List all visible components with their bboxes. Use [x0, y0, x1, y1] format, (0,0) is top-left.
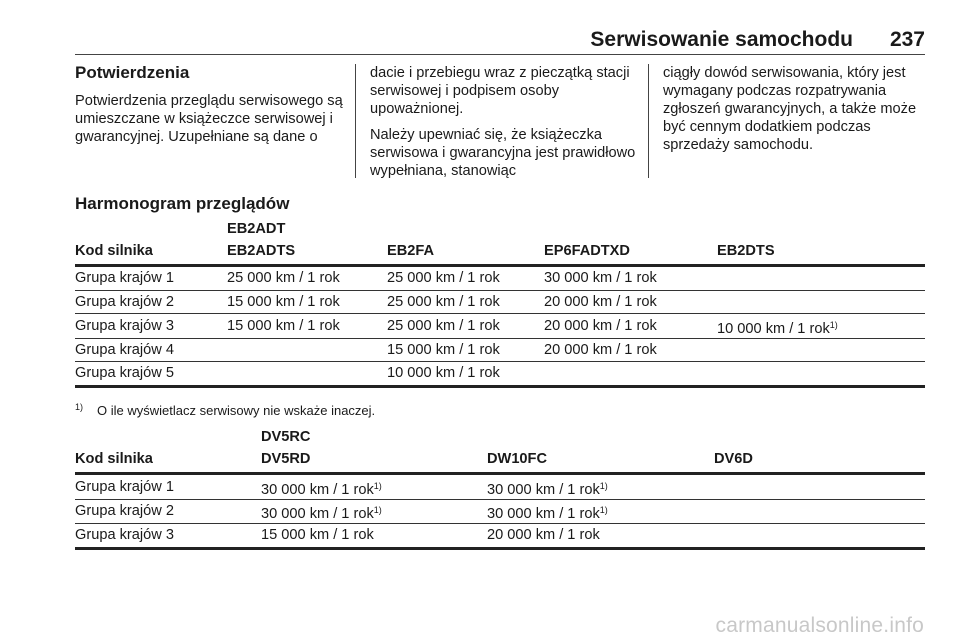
- cell-value: 30 000 km / 1 rok: [487, 481, 600, 498]
- table-cell: [717, 338, 925, 362]
- table-cell: 20 000 km / 1 rok: [544, 290, 717, 314]
- table-cell: 20 000 km / 1 rok: [544, 338, 717, 362]
- table-cell: Grupa krajów 5: [75, 362, 227, 387]
- service-schedule-table-1: [75, 218, 925, 388]
- table-cell: Grupa krajów 4: [75, 338, 227, 362]
- table-cell: Grupa krajów 3: [75, 314, 227, 339]
- cell-value: 30 000 km / 1 rok: [261, 481, 374, 498]
- table-header-row: [75, 426, 925, 474]
- column-divider: [355, 64, 356, 178]
- engine-code: EB2ADT: [227, 221, 286, 237]
- table-row: [75, 362, 925, 387]
- cell-value: 30 000 km / 1 rok: [487, 506, 600, 522]
- cell-value: 10 000 km / 1 rok: [717, 320, 830, 337]
- table-row: [75, 266, 925, 291]
- section-heading: Potwierdzenia: [75, 63, 190, 82]
- table-header-row: [75, 218, 925, 266]
- column-divider: [648, 64, 649, 178]
- footnote: [75, 403, 375, 418]
- table-cell: [227, 338, 387, 362]
- table-row: [75, 314, 925, 339]
- table-cell: Grupa krajów 1: [75, 474, 261, 500]
- paragraph: dacie i przebiegu wraz z pieczątką stacji serwisowej i podpisem osoby upoważnionej.: [370, 65, 630, 117]
- header-engine: EP6FADTXD: [544, 243, 630, 259]
- footnote-marker: 1): [373, 505, 382, 515]
- paragraph: Należy upewniać się, że książeczka serwisowa i gwarancyjna jest prawidłowo wypełniana, stanowiąc: [370, 127, 636, 179]
- table-cell: 20 000 km / 1 rok: [544, 314, 717, 339]
- header-engine-code: Kod silnika: [75, 243, 153, 259]
- footnote-marker: 1): [75, 402, 84, 412]
- page-number: 237: [889, 28, 925, 51]
- header-engine: DV6D: [714, 451, 753, 467]
- table-row: [75, 499, 925, 524]
- watermark: carmanualsonline.info: [715, 614, 924, 637]
- table-row: [75, 524, 925, 549]
- table-cell: 15 000 km / 1 rok: [227, 314, 387, 339]
- table-cell: [261, 474, 487, 500]
- table-cell: [714, 474, 925, 500]
- header-engine-code: Kod silnika: [75, 451, 153, 467]
- footnote-marker: 1): [373, 480, 382, 491]
- table-row: [75, 338, 925, 362]
- table-cell: 30 000 km / 1 rok: [544, 266, 717, 291]
- table-cell: [717, 266, 925, 291]
- engine-code: EB2ADTS: [227, 243, 296, 259]
- paragraph: Potwierdzenia przeglądu serwisowego są umieszczane w książeczce serwisowej i gwarancyjnej. Uzupełniane są dane o: [75, 93, 343, 145]
- table-cell: [717, 290, 925, 314]
- table-cell: Grupa krajów 3: [75, 524, 261, 549]
- table-cell: 25 000 km / 1 rok: [227, 266, 387, 291]
- footnote-marker: 1): [599, 480, 608, 491]
- table-cell: 25 000 km / 1 rok: [387, 314, 544, 339]
- table-cell: [487, 499, 714, 524]
- header-divider: [75, 54, 925, 55]
- table-cell: 25 000 km / 1 rok: [387, 290, 544, 314]
- cell-value: 30 000 km / 1 rok: [261, 506, 374, 522]
- table-cell: 15 000 km / 1 rok: [261, 524, 487, 549]
- table-row: [75, 474, 925, 500]
- table-row: [75, 290, 925, 314]
- text-column-2: [370, 64, 640, 180]
- schedule-heading: Harmonogram przeglądów: [75, 194, 290, 213]
- text-column-3: [663, 64, 927, 154]
- footnote-text: O ile wyświetlacz serwisowy nie wskaże inaczej.: [97, 403, 376, 418]
- table-cell: 15 000 km / 1 rok: [387, 338, 544, 362]
- table-cell: [261, 499, 487, 524]
- table-cell: [227, 362, 387, 387]
- table-cell: [714, 524, 925, 549]
- table-cell: [487, 474, 714, 500]
- header-engine: [261, 426, 487, 474]
- table-cell: 10 000 km / 1 rok: [387, 362, 544, 387]
- table-cell: [717, 362, 925, 387]
- text-column-1: [75, 64, 347, 146]
- table-cell: Grupa krajów 2: [75, 290, 227, 314]
- footnote-marker: 1): [599, 505, 608, 515]
- header-engine: EB2FA: [387, 243, 435, 259]
- chapter-title: Serwisowanie samochodu: [590, 28, 853, 51]
- table-cell: 25 000 km / 1 rok: [387, 266, 544, 291]
- footnote-marker: 1): [829, 319, 838, 330]
- table-cell: Grupa krajów 1: [75, 266, 227, 291]
- table-cell: [544, 362, 717, 387]
- table-cell: Grupa krajów 2: [75, 499, 261, 524]
- paragraph: ciągły dowód serwisowania, który jest wymagany podczas rozpatrywania zgłoszeń gwarancyjnych, a także może być cennym dodatkiem podczas sprzedaży samochodu.: [663, 65, 917, 153]
- service-schedule-table-2: [75, 426, 925, 550]
- table-cell: [714, 499, 925, 524]
- table-cell: 15 000 km / 1 rok: [227, 290, 387, 314]
- header-engine: [227, 218, 387, 266]
- header-engine: EB2DTS: [717, 243, 775, 259]
- engine-code: DV5RD: [261, 451, 311, 467]
- table-cell: [717, 314, 925, 339]
- header-engine: DW10FC: [487, 451, 547, 467]
- page-header: [75, 24, 925, 54]
- table-cell: 20 000 km / 1 rok: [487, 524, 714, 549]
- engine-code: DV5RC: [261, 429, 311, 445]
